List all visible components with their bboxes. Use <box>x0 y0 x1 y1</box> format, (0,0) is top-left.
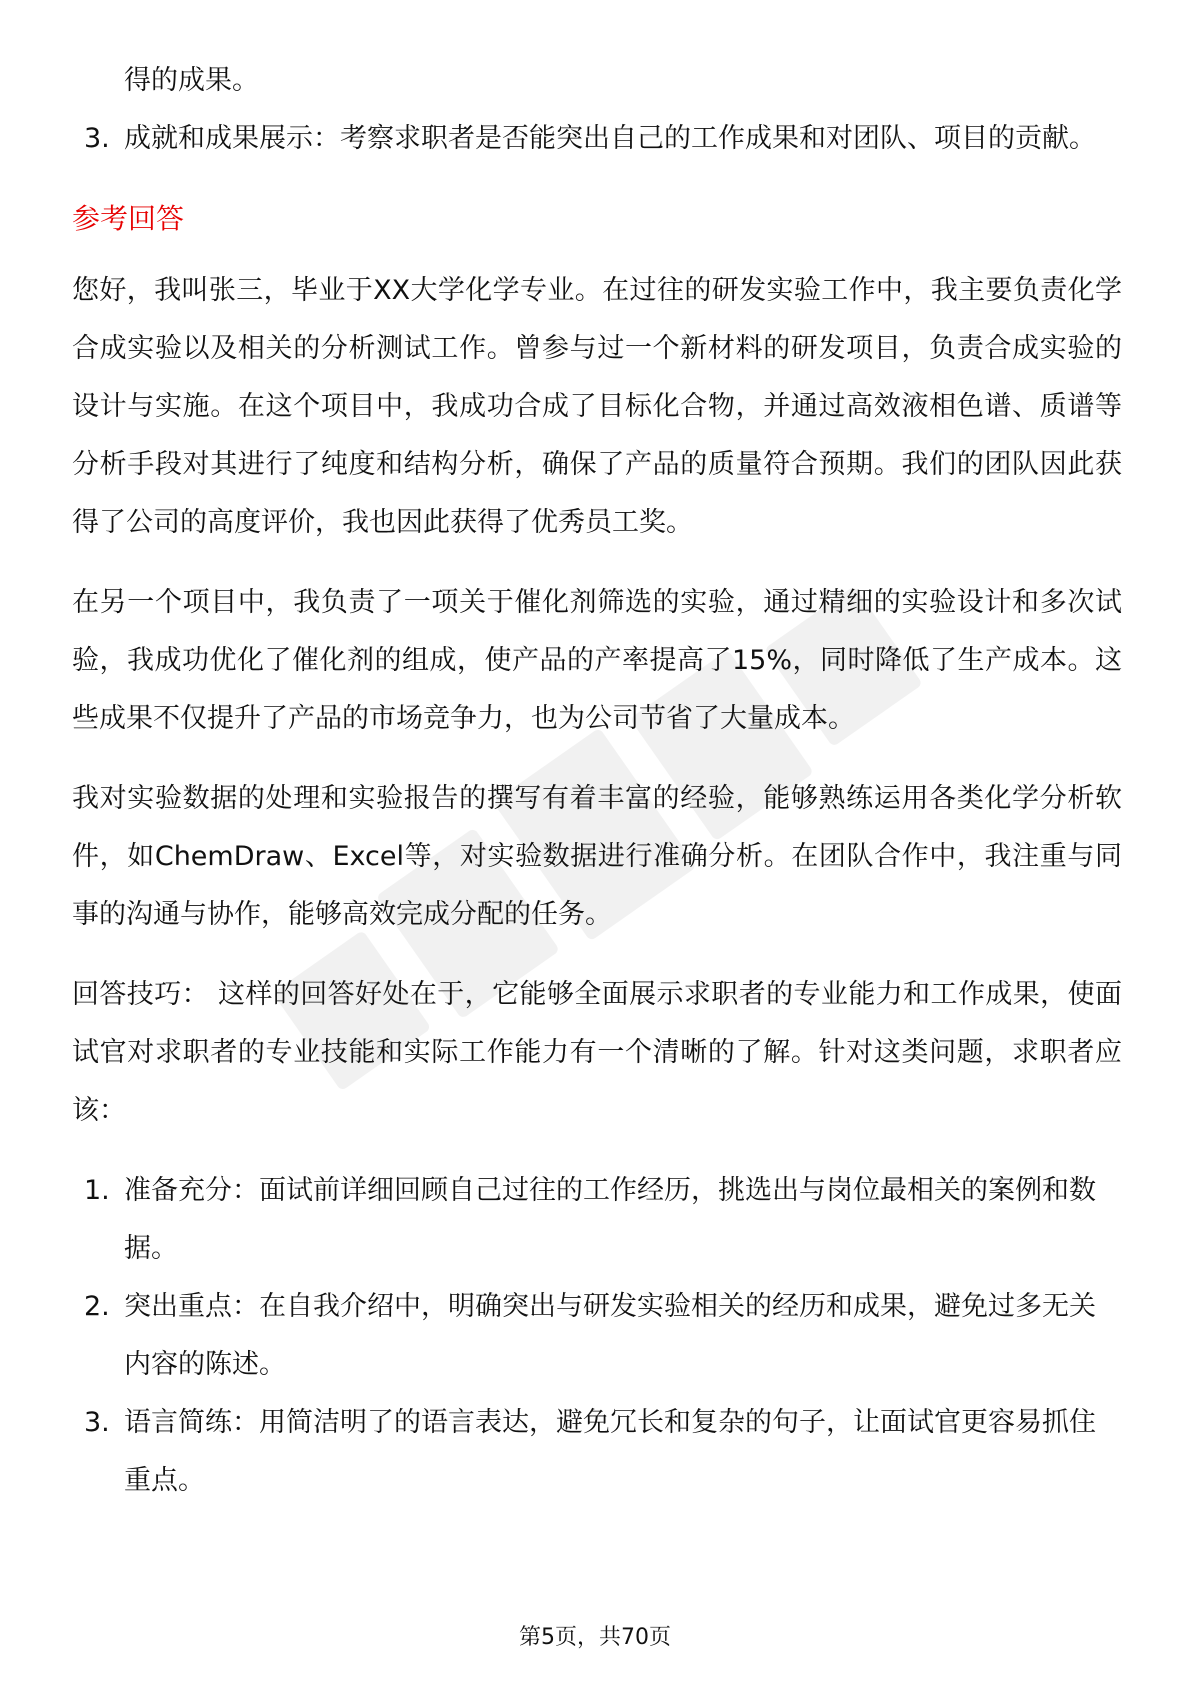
list-item-number: 3. <box>84 1407 110 1438</box>
list-item-text: 得的成果。 <box>124 65 259 96</box>
tips-paragraph: 回答技巧： 这样的回答好处在于，它能够全面展示求职者的专业能力和工作成果，使面试官对求职者的专业技能和实际工作能力有一个清晰的了解。针对这类问题，求职者应该： <box>72 979 1122 1126</box>
tips-list <box>72 1162 1122 1510</box>
list-item-continuation <box>72 52 1122 110</box>
list-item-text: 准备充分：面试前详细回顾自己过往的工作经历，挑选出与岗位最相关的案例和数据。 <box>124 1175 1096 1264</box>
list-item <box>72 1162 1122 1278</box>
criteria-list <box>72 110 1122 168</box>
list-item <box>72 1278 1122 1394</box>
page-footer: 第5页，共70页 <box>519 1625 671 1650</box>
list-item-number: 2. <box>84 1291 110 1322</box>
answer-paragraph: 在另一个项目中，我负责了一项关于催化剂筛选的实验，通过精细的实验设计和多次试验，我成功优化了催化剂的组成，使产品的产率提高了15%，同时降低了生产成本。这些成果不仅提升了产品的市场竞争力，也为公司节省了大量成本。 <box>72 587 1122 734</box>
list-item-text: 语言简练：用简洁明了的语言表达，避免冗长和复杂的句子，让面试官更容易抓住重点。 <box>124 1407 1096 1496</box>
list-item-text: 成就和成果展示：考察求职者是否能突出自己的工作成果和对团队、项目的贡献。 <box>124 123 1096 154</box>
answer-paragraph: 您好，我叫张三，毕业于XX大学化学专业。在过往的研发实验工作中，我主要负责化学合成实验以及相关的分析测试工作。曾参与过一个新材料的研发项目，负责合成实验的设计与实施。在这个项目中，我成功合成了目标化合物，并通过高效液相色谱、质谱等分析手段对其进行了纯度和结构分析，确保了产品的质量符合预期。我们的团队因此获得了公司的高度评价，我也因此获得了优秀员工奖。 <box>72 275 1122 538</box>
list-item <box>72 1394 1122 1510</box>
list-item-text: 突出重点：在自我介绍中，明确突出与研发实验相关的经历和成果，避免过多无关内容的陈述。 <box>124 1291 1096 1380</box>
list-item-number: 1. <box>84 1175 110 1206</box>
list-item-number: 3. <box>84 123 110 154</box>
section-heading: 参考回答 <box>72 202 185 235</box>
answer-paragraph: 我对实验数据的处理和实验报告的撰写有着丰富的经验，能够熟练运用各类化学分析软件，如ChemDraw、Excel等，对实验数据进行准确分析。在团队合作中，我注重与同事的沟通与协作，能够高效完成分配的任务。 <box>72 783 1122 930</box>
content-area <box>72 52 1122 1510</box>
list-item <box>72 110 1122 168</box>
